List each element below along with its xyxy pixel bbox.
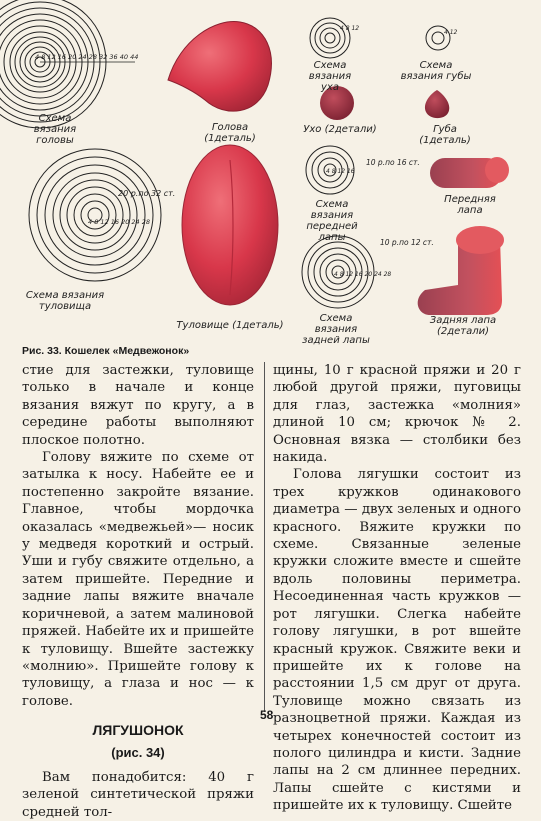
front-paw-numbers: 4 8 12 16 [326,168,355,175]
right-column [273,362,521,815]
torso-scheme-numbers: 4 8 12 16 20 24 28 [88,218,151,226]
torso-shape [182,145,278,305]
column-separator [264,362,265,712]
label-front-paw: Передняя лапа [444,194,496,216]
head-scheme-numbers: 4 8 12 16 20 24 28 32 36 40 44 [35,53,139,61]
label-torso: Туловище (1деталь) [176,320,284,331]
label-torso-scheme: Схема вязания туловища [25,290,105,312]
ear-scheme-circles [310,18,350,58]
left-column [22,362,254,821]
ear-scheme-numbers: 4 8 12 [340,25,360,32]
label-front-paw-scheme: Схема вязания передней лапы [306,199,358,243]
head-shape [168,22,271,112]
label-back-paw: Задняя лапа (2детали) [429,315,497,337]
right-paragraph-2: Голова лягушки состоит из трех кружков одинакового диаметра — двух зеленых и одного красного. Вяжите кружки по схеме. Связанные зеленые кружки сложите вместе и сшейте вдоль половины периметра. Несоединенная часть кружков — рот лягушки. Слегка набейте голову лягушки, в рот вшейте красный кружок. Свяжите веки и пришейте их к голове на расстоянии 1,5 см друг от друга. Туловище можно связать из разноцветной пряжи. Каждая из четырех конечностей состоит из полого цилиндра и кисти. Задние лапы на 2 см длиннее передних. Лапы сшейте с кистями и пришейте их к туловищу. Сшейте [273,467,521,814]
left-paragraph-2: Голову вяжите по схеме от затылка к носу. Набейте ее и постепенно закройте вязание. Главное, чтобы мордочка оказалась «медвежьей»— носик у медведя короткий и острый. Уши и губу свяжите отдельно, а затем пришейте. Передние и задние лапы вяжите вначале коричневой, а затем малиновой пряжей. Набейте их и пришейте к туловищу. Вшейте застежку «молнию». Пришейте голову к туловищу, а глаза и нос — к голове. [22,450,254,709]
label-lip-scheme: Схема вязания губы [400,60,472,82]
head-scheme-circles [0,0,106,128]
right-paragraph-1: щины, 10 г красной пряжи и 20 г любой другой пряжи, пуговицы для глаз, застежка «молния» длиной 10 см; крючок № 2. Основная вязка — столбики без накида. [273,363,521,466]
label-head-scheme: Схема вязания головы [33,113,77,146]
section-heading: ЛЯГУШОНОК [92,722,184,739]
front-paw-shape [430,157,509,188]
label-back-paw-scheme: Схема вязания задней лапы [302,313,370,346]
back-paw-numbers: 4 8 12 16 20 24 28 [334,271,392,278]
lip-scheme-numbers: 4 12 [444,29,458,36]
torso-scheme-circles [29,149,161,281]
page-number: 58 [260,708,274,722]
left-paragraph-1: стие для застежки, туловище только в начале и конце вязания вяжут по кругу, а в середине работы выполняют плоское полотно. [22,363,254,448]
lip-shape [425,90,449,118]
label-head: Голова (1деталь) [204,122,256,144]
label-lip: Губа (1деталь) [419,124,471,146]
figure-33 [0,0,541,345]
figure-caption: Рис. 33. Кошелек «Медвежонок» [22,345,190,357]
label-ear-scheme: Схема вязания уха [308,60,352,93]
torso-rows-note: 20 р.по 32 ст. [118,189,176,198]
left-paragraph-3: Вам понадобится: 40 г зеленой синтетической пряжи средней тол- [22,769,254,820]
section-subheading: (рис. 34) [111,744,165,760]
back-rows-note: 10 р.по 12 ст. [380,238,434,247]
label-ear: Ухо (2детали) [303,124,377,135]
front-rows-note: 10 р.по 16 ст. [366,158,420,167]
